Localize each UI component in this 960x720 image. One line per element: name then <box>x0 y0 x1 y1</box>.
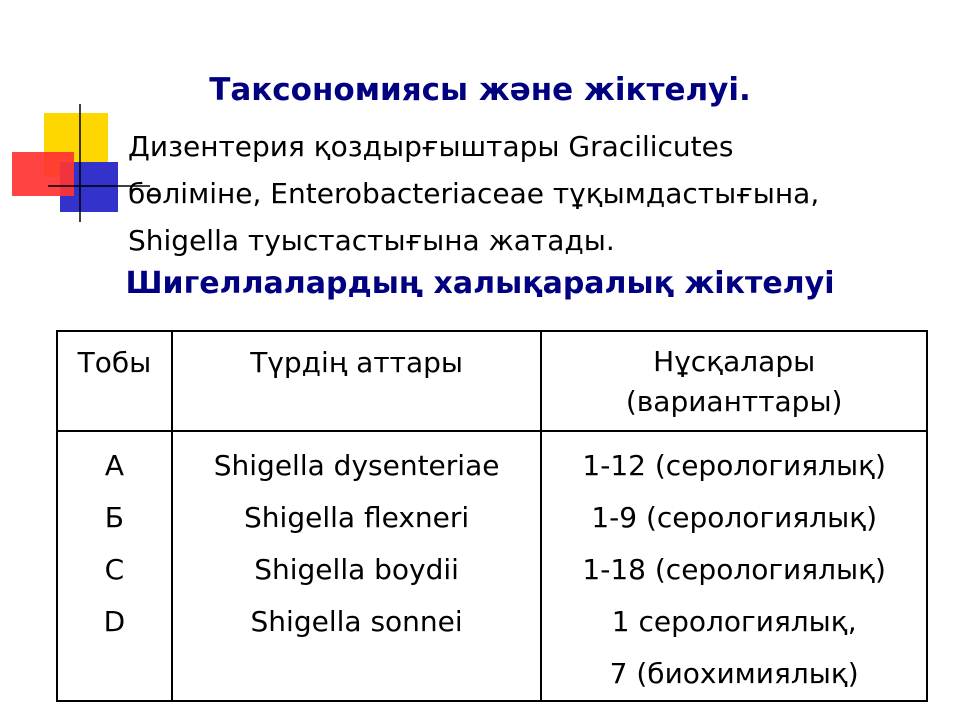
header-species-label: Түрдің аттары <box>250 346 463 379</box>
list-item: 1 серологиялық, <box>611 605 857 638</box>
header-variants-line-2: (варианттары) <box>625 385 843 418</box>
list-item: 7 (биохимиялық) <box>609 657 859 690</box>
list-item: Shigella dysenteriae <box>213 449 500 482</box>
list-item: D <box>103 605 126 638</box>
slide-subtitle: Шигеллалардың халықаралық жіктелуі <box>125 266 835 301</box>
table-body-row <box>57 431 927 701</box>
groups-list <box>58 432 171 648</box>
body-line-2: бөліміне, Enterobacteriaceae тұқымдастығына, <box>128 177 820 210</box>
shigella-classification-table <box>56 330 928 702</box>
header-variants-label <box>542 332 926 422</box>
header-variants-line-1: Нұсқалары <box>653 345 816 378</box>
list-item: 1-9 (серологиялық) <box>591 501 878 534</box>
list-item: Б <box>104 501 125 534</box>
deco-red-square <box>12 152 74 196</box>
species-cell <box>172 431 542 701</box>
variants-list <box>542 432 926 700</box>
body-line-1: Дизентерия қоздырғыштары Gracilicutes <box>128 130 734 163</box>
header-species <box>172 331 542 431</box>
list-item: С <box>104 553 125 586</box>
header-group <box>57 331 172 431</box>
body-line-3: Shigella туыстастығына жатады. <box>128 224 615 257</box>
list-item: А <box>104 449 124 482</box>
list-item: 1-18 (серологиялық) <box>582 553 886 586</box>
slide-body-text <box>128 123 928 264</box>
list-item: Shigella sonnei <box>250 605 463 638</box>
list-item: Shigella boydii <box>254 553 459 586</box>
list-item: 1-12 (серологиялық) <box>582 449 886 482</box>
header-group-label: Тобы <box>77 346 152 379</box>
species-list <box>173 432 541 648</box>
groups-cell <box>57 431 172 701</box>
header-variants <box>541 331 927 431</box>
variants-cell <box>541 431 927 701</box>
list-item: Shigella flexneri <box>244 501 470 534</box>
table-header-row <box>57 331 927 431</box>
slide-title: Таксономиясы және жіктелуі. <box>209 72 751 108</box>
